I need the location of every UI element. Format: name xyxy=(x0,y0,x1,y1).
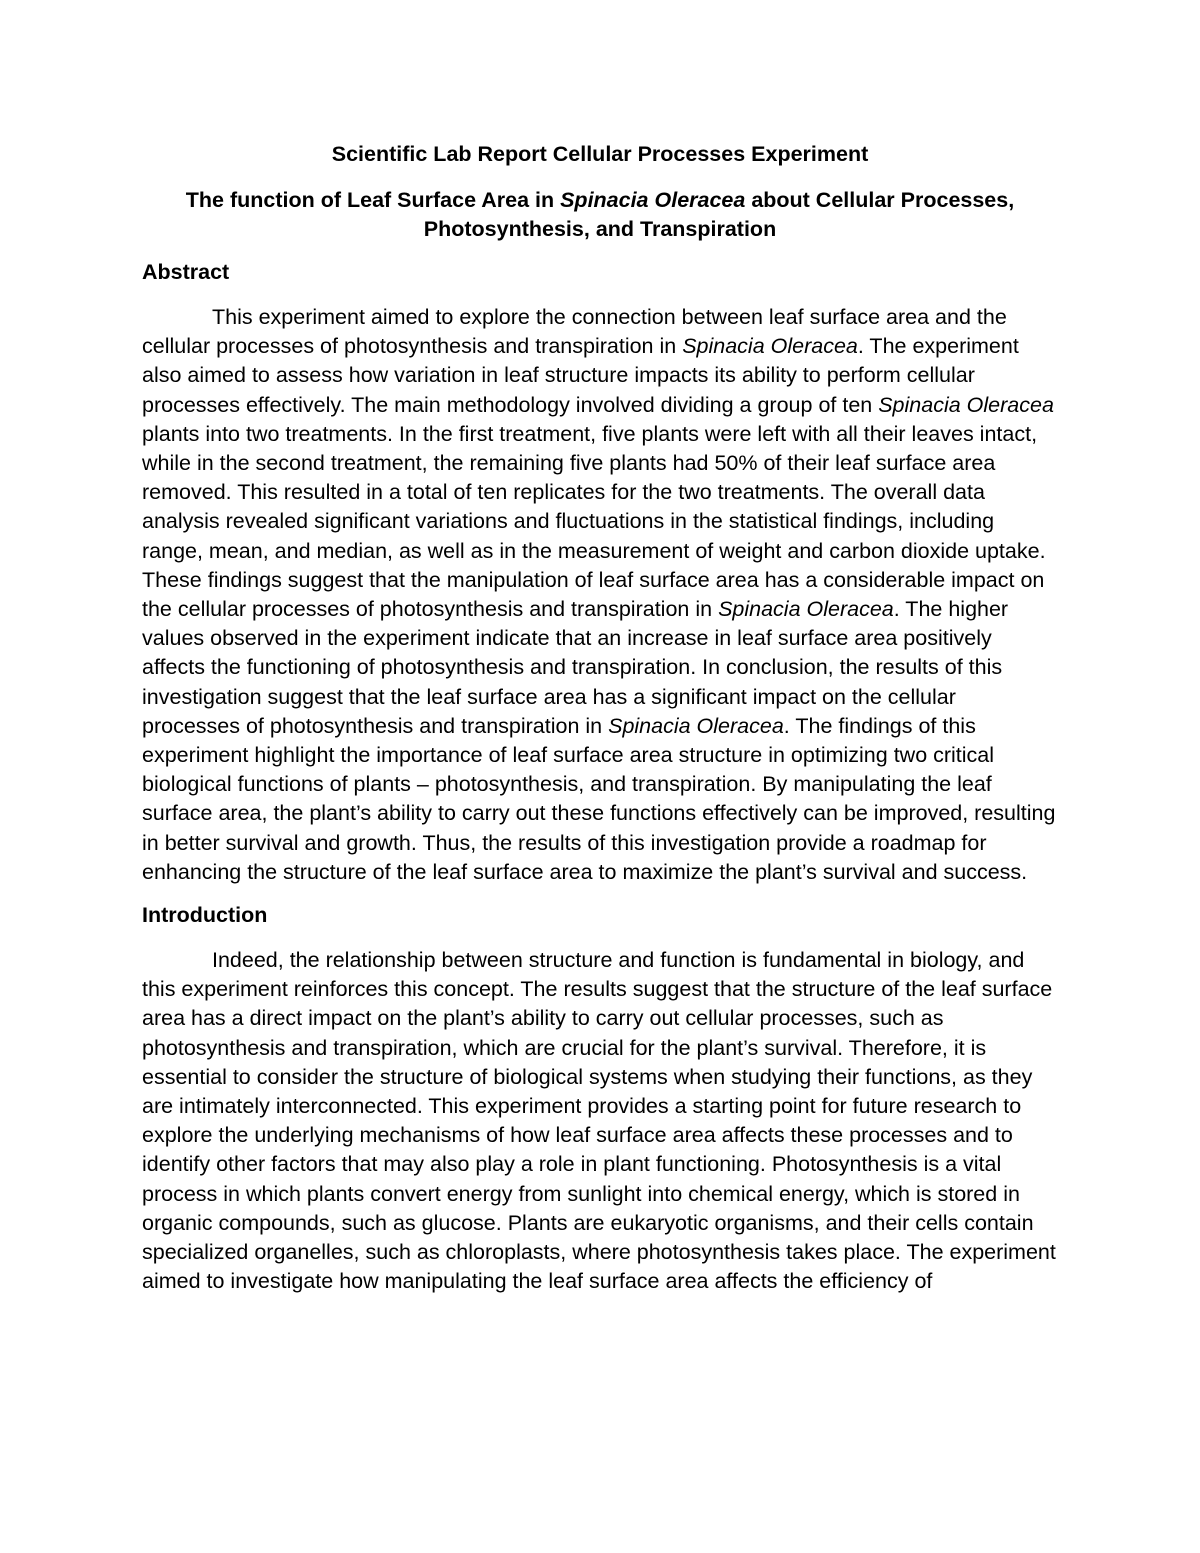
document-page xyxy=(142,140,1058,1297)
subtitle-text-end: about Cellular Processes, Photosynthesis, and Transpiration xyxy=(423,188,1015,241)
abstract-species-name: Spinacia Oleracea xyxy=(682,334,858,359)
abstract-species-name: Spinacia Oleracea xyxy=(878,392,1054,417)
introduction-heading: Introduction xyxy=(142,903,268,928)
subtitle-species-name: Spinacia Oleracea xyxy=(560,188,746,212)
abstract-text-2: . The experiment also aimed to assess how variation in leaf structure impacts its ability to perform cellular processes effectively. The main methodology involved dividing a group of ten xyxy=(142,334,1019,417)
abstract-text-3: plants into two treatments. In the first treatment, five plants were left with all their leaves intact, while in the second treatment, the remaining five plants had 50% of their leaf surface area removed. This resulted in a total of ten replicates for the two treatments. The overall data analysis revealed significant variations and fluctuations in the statistical findings, including range, mean, and median, as well as in the measurement of weight and carbon dioxide uptake. These findings suggest that the manipulation of leaf surface area has a considerable impact on the cellular processes of photosynthesis and transpiration in xyxy=(142,421,1046,622)
abstract-species-name: Spinacia Oleracea xyxy=(718,597,894,622)
abstract-text-4: . The higher values observed in the experiment indicate that an increase in leaf surface area positively affects the functioning of photosynthesis and transpiration. In conclusion, the results of this investigation suggest that the leaf surface area has a significant impact on the cellular processes of photosynthesis and transpiration in xyxy=(142,597,1009,738)
abstract-heading: Abstract xyxy=(142,260,230,284)
subtitle-text-start: The function of Leaf Surface Area in xyxy=(185,188,561,212)
abstract-species-name: Spinacia Oleracea xyxy=(608,713,784,738)
report-subtitle xyxy=(142,186,1058,244)
introduction-paragraph: Indeed, the relationship between structure and function is fundamental in biology, and this experiment reinforces this concept. The results suggest that the structure of the leaf surface area has a direct impact on the plant’s ability to carry out cellular processes, such as photosynthesis and transpiration, which are crucial for the plant’s survival. Therefore, it is essential to consider the structure of biological systems when studying their functions, as they are intimately interconnected. This experiment provides a starting point for future research to explore the underlying mechanisms of how leaf surface area affects these processes and to identify other factors that may also play a role in plant functioning. Photosynthesis is a vital process in which plants convert energy from sunlight into chemical energy, which is stored in organic compounds, such as glucose. Plants are eukaryotic organisms, and their cells contain specialized organelles, such as chloroplasts, where photosynthesis takes place. The experiment aimed to investigate how manipulating the leaf surface area affects the efficiency of xyxy=(142,948,1056,1294)
abstract-paragraph xyxy=(142,303,1058,887)
abstract-text-5: . The findings of this experiment highlight the importance of leaf surface area structure in optimizing two critical biological functions of plants – photosynthesis, and transpiration. By manipulating the leaf surface area, the plant’s ability to carry out these functions effectively can be improved, resulting in better survival and growth. Thus, the results of this investigation provide a roadmap for enhancing the structure of the leaf surface area to maximize the plant’s survival and success. xyxy=(142,713,1056,884)
page-title: Scientific Lab Report Cellular Processes Experiment xyxy=(331,142,869,166)
abstract-text-1: This experiment aimed to explore the connection between leaf surface area and the cellular processes of photosynthesis and transpiration in xyxy=(142,305,1007,359)
